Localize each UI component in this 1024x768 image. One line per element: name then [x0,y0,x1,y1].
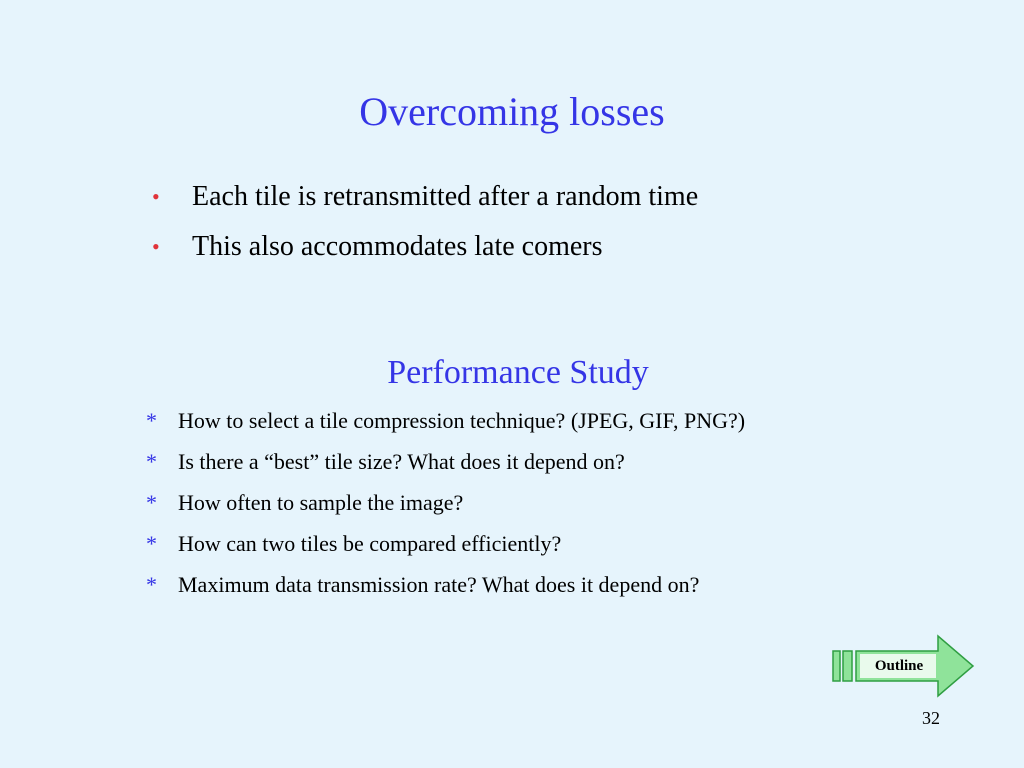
outline-nav-button[interactable] [832,634,976,698]
question-text: How can two tiles be compared efficiently? [178,531,562,556]
asterisk-icon: * [146,572,157,597]
bullet-item [152,172,698,222]
slide-title: Overcoming losses [359,89,665,134]
question-item [146,564,745,605]
section-subtitle: Performance Study [387,354,649,391]
question-text: How often to sample the image? [178,490,464,515]
bullet-text: This also accommodates late comers [192,231,603,262]
question-text: Is there a “best” tile size? What does it depend on? [178,449,625,474]
bullet-item [152,222,698,272]
outline-label: Outline [874,658,924,674]
question-list [146,400,745,605]
question-item [146,400,745,441]
question-item [146,441,745,482]
asterisk-icon: * [146,531,157,556]
page-number: 32 [922,708,940,728]
asterisk-icon: * [146,408,157,433]
question-item [146,482,745,523]
question-text: How to select a tile compression technique? (JPEG, GIF, PNG?) [178,408,746,433]
question-item [146,523,745,564]
asterisk-icon: * [146,490,157,515]
bullet-text: Each tile is retransmitted after a random time [192,181,699,212]
asterisk-icon: * [146,449,157,474]
bullet-dot-icon: • [152,184,160,209]
question-text: Maximum data transmission rate? What does it depend on? [178,572,700,597]
bullet-dot-icon: • [152,234,160,259]
bullet-list [152,172,698,272]
